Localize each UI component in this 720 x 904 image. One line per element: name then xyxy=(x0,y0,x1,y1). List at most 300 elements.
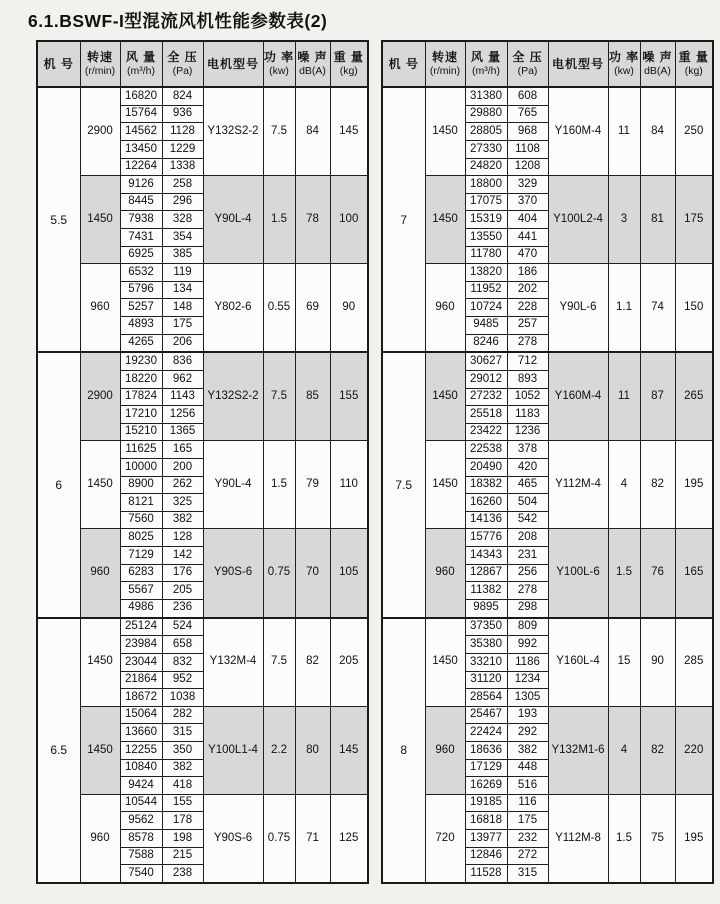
weight-cell: 285 xyxy=(675,618,713,707)
pressure-value-cell: 329 xyxy=(507,176,548,194)
pressure-value-cell: 178 xyxy=(162,812,203,830)
machine-no-cell: 8 xyxy=(382,618,425,883)
flow-value-cell: 4265 xyxy=(120,334,162,352)
speed-cell: 960 xyxy=(80,529,120,618)
col-header-label: 噪 声 xyxy=(297,50,328,65)
power-cell: 1.5 xyxy=(263,176,295,264)
motor-model-cell: Y112M-8 xyxy=(548,794,608,883)
flow-value-cell: 16818 xyxy=(465,812,507,830)
flow-value-cell: 29880 xyxy=(465,105,507,123)
noise-cell: 84 xyxy=(640,87,675,176)
fan-performance-table-right xyxy=(381,40,714,884)
pressure-value-cell: 148 xyxy=(162,299,203,317)
pressure-value-cell: 155 xyxy=(162,794,203,812)
flow-value-cell: 23984 xyxy=(120,636,162,654)
speed-cell: 720 xyxy=(425,794,465,883)
flow-value-cell: 16260 xyxy=(465,494,507,512)
col-header-flow xyxy=(465,41,507,87)
table-row xyxy=(382,264,713,282)
flow-value-cell: 9895 xyxy=(465,599,507,617)
pressure-value-cell: 420 xyxy=(507,459,548,477)
power-cell: 1.1 xyxy=(608,264,640,353)
flow-value-cell: 12264 xyxy=(120,158,162,176)
weight-cell: 220 xyxy=(675,706,713,794)
pressure-value-cell: 1338 xyxy=(162,158,203,176)
table-row xyxy=(382,618,713,636)
pressure-value-cell: 382 xyxy=(162,759,203,777)
pressure-value-cell: 836 xyxy=(162,352,203,370)
flow-value-cell: 19185 xyxy=(465,794,507,812)
flow-value-cell: 37350 xyxy=(465,618,507,636)
noise-cell: 82 xyxy=(640,441,675,529)
flow-value-cell: 17075 xyxy=(465,193,507,211)
flow-value-cell: 5567 xyxy=(120,582,162,600)
speed-cell: 960 xyxy=(80,794,120,883)
pressure-value-cell: 186 xyxy=(507,264,548,282)
power-cell: 1.5 xyxy=(608,794,640,883)
noise-cell: 71 xyxy=(295,794,330,883)
flow-value-cell: 12255 xyxy=(120,741,162,759)
flow-value-cell: 8445 xyxy=(120,193,162,211)
pressure-value-cell: 119 xyxy=(162,264,203,282)
weight-cell: 90 xyxy=(330,264,368,353)
pressure-value-cell: 231 xyxy=(507,547,548,565)
col-header-unit: (Pa) xyxy=(172,65,193,78)
pressure-value-cell: 370 xyxy=(507,193,548,211)
col-header-unit: dB(A) xyxy=(644,65,671,78)
weight-cell: 110 xyxy=(330,441,368,529)
table-row xyxy=(37,618,368,636)
speed-cell: 1450 xyxy=(425,618,465,707)
col-header-unit: (kg) xyxy=(684,65,703,78)
flow-value-cell: 15764 xyxy=(120,105,162,123)
flow-value-cell: 18636 xyxy=(465,741,507,759)
weight-cell: 195 xyxy=(675,794,713,883)
table-row xyxy=(37,441,368,459)
flow-value-cell: 25518 xyxy=(465,406,507,424)
pressure-value-cell: 441 xyxy=(507,228,548,246)
pressure-value-cell: 516 xyxy=(507,777,548,795)
weight-cell: 100 xyxy=(330,176,368,264)
noise-cell: 84 xyxy=(295,87,330,176)
flow-value-cell: 12867 xyxy=(465,564,507,582)
flow-value-cell: 11952 xyxy=(465,281,507,299)
pressure-value-cell: 1186 xyxy=(507,654,548,672)
col-header-label: 机 号 xyxy=(43,56,74,71)
pressure-value-cell: 448 xyxy=(507,759,548,777)
flow-value-cell: 5796 xyxy=(120,281,162,299)
power-cell: 11 xyxy=(608,87,640,176)
pressure-value-cell: 608 xyxy=(507,87,548,105)
flow-value-cell: 27232 xyxy=(465,388,507,406)
power-cell: 0.75 xyxy=(263,794,295,883)
pressure-value-cell: 256 xyxy=(507,564,548,582)
pressure-value-cell: 128 xyxy=(162,529,203,547)
power-cell: 2.2 xyxy=(263,706,295,794)
pressure-value-cell: 936 xyxy=(162,105,203,123)
pressure-value-cell: 1183 xyxy=(507,406,548,424)
speed-cell: 960 xyxy=(425,264,465,353)
pressure-value-cell: 470 xyxy=(507,246,548,264)
speed-cell: 1450 xyxy=(425,441,465,529)
pressure-value-cell: 962 xyxy=(162,371,203,389)
pressure-value-cell: 282 xyxy=(162,706,203,724)
weight-cell: 145 xyxy=(330,87,368,176)
pressure-value-cell: 832 xyxy=(162,654,203,672)
speed-cell: 1450 xyxy=(80,618,120,707)
col-header-unit: (m³/h) xyxy=(127,65,155,78)
speed-cell: 1450 xyxy=(80,706,120,794)
pressure-value-cell: 116 xyxy=(507,794,548,812)
machine-no-cell: 5.5 xyxy=(37,87,80,352)
flow-value-cell: 10840 xyxy=(120,759,162,777)
col-header-power xyxy=(263,41,295,87)
pressure-value-cell: 1305 xyxy=(507,689,548,707)
pressure-value-cell: 258 xyxy=(162,176,203,194)
flow-value-cell: 13450 xyxy=(120,140,162,158)
flow-value-cell: 9562 xyxy=(120,812,162,830)
col-header-weight xyxy=(675,41,713,87)
motor-model-cell: Y90L-4 xyxy=(203,176,263,264)
flow-value-cell: 13977 xyxy=(465,829,507,847)
motor-model-cell: Y90L-6 xyxy=(548,264,608,353)
pressure-value-cell: 504 xyxy=(507,494,548,512)
weight-cell: 265 xyxy=(675,352,713,441)
pressure-value-cell: 175 xyxy=(162,316,203,334)
pressure-value-cell: 206 xyxy=(162,334,203,352)
col-header-machine-no xyxy=(382,41,425,87)
col-header-motor-model xyxy=(203,41,263,87)
col-header-label: 风 量 xyxy=(470,50,502,65)
flow-value-cell: 6925 xyxy=(120,246,162,264)
col-header-noise xyxy=(295,41,330,87)
col-header-label: 功 率 xyxy=(608,50,640,65)
pressure-value-cell: 542 xyxy=(507,511,548,529)
flow-value-cell: 27330 xyxy=(465,140,507,158)
pressure-value-cell: 205 xyxy=(162,582,203,600)
motor-model-cell: Y132M1-6 xyxy=(548,706,608,794)
pressure-value-cell: 1365 xyxy=(162,423,203,441)
pressure-value-cell: 824 xyxy=(162,87,203,105)
pressure-value-cell: 228 xyxy=(507,299,548,317)
pressure-value-cell: 658 xyxy=(162,636,203,654)
pressure-value-cell: 952 xyxy=(162,671,203,689)
flow-value-cell: 11780 xyxy=(465,246,507,264)
power-cell: 7.5 xyxy=(263,87,295,176)
speed-cell: 960 xyxy=(80,264,120,353)
power-cell: 4 xyxy=(608,441,640,529)
tables-container xyxy=(0,40,720,884)
pressure-value-cell: 712 xyxy=(507,352,548,370)
speed-cell: 960 xyxy=(425,529,465,618)
pressure-value-cell: 354 xyxy=(162,228,203,246)
pressure-value-cell: 968 xyxy=(507,123,548,141)
motor-model-cell: Y132S2-2 xyxy=(203,352,263,441)
flow-value-cell: 8246 xyxy=(465,334,507,352)
motor-model-cell: Y100L2-4 xyxy=(548,176,608,264)
page xyxy=(0,8,720,884)
speed-cell: 2900 xyxy=(80,352,120,441)
flow-value-cell: 13820 xyxy=(465,264,507,282)
pressure-value-cell: 382 xyxy=(162,511,203,529)
col-header-pressure xyxy=(162,41,203,87)
flow-value-cell: 12846 xyxy=(465,847,507,865)
col-header-unit: (m³/h) xyxy=(472,65,500,78)
flow-value-cell: 15064 xyxy=(120,706,162,724)
pressure-value-cell: 200 xyxy=(162,459,203,477)
motor-model-cell: Y90L-4 xyxy=(203,441,263,529)
weight-cell: 175 xyxy=(675,176,713,264)
flow-value-cell: 7560 xyxy=(120,511,162,529)
flow-value-cell: 30627 xyxy=(465,352,507,370)
flow-value-cell: 14562 xyxy=(120,123,162,141)
fan-performance-table-left xyxy=(36,40,369,884)
pressure-value-cell: 418 xyxy=(162,777,203,795)
col-header-label: 重 量 xyxy=(333,50,364,65)
col-header-weight xyxy=(330,41,368,87)
col-header-speed xyxy=(425,41,465,87)
weight-cell: 195 xyxy=(675,441,713,529)
col-header-power xyxy=(608,41,640,87)
flow-value-cell: 17824 xyxy=(120,388,162,406)
table-row xyxy=(382,529,713,547)
motor-model-cell: Y160M-4 xyxy=(548,87,608,176)
col-header-label: 转速 xyxy=(86,50,113,65)
pressure-value-cell: 1052 xyxy=(507,388,548,406)
motor-model-cell: Y112M-4 xyxy=(548,441,608,529)
pressure-value-cell: 165 xyxy=(162,441,203,459)
col-header-pressure xyxy=(507,41,548,87)
col-header-label: 转速 xyxy=(431,50,458,65)
motor-model-cell: Y90S-6 xyxy=(203,529,263,618)
motor-model-cell: Y160L-4 xyxy=(548,618,608,707)
power-cell: 4 xyxy=(608,706,640,794)
pressure-value-cell: 1229 xyxy=(162,140,203,158)
weight-cell: 205 xyxy=(330,618,368,707)
weight-cell: 165 xyxy=(675,529,713,618)
flow-value-cell: 9485 xyxy=(465,316,507,334)
power-cell: 0.55 xyxy=(263,264,295,353)
pressure-value-cell: 236 xyxy=(162,599,203,617)
flow-value-cell: 21864 xyxy=(120,671,162,689)
pressure-value-cell: 315 xyxy=(507,865,548,883)
speed-cell: 1450 xyxy=(425,176,465,264)
flow-value-cell: 8900 xyxy=(120,476,162,494)
flow-value-cell: 25467 xyxy=(465,706,507,724)
col-header-label: 功 率 xyxy=(263,50,295,65)
flow-value-cell: 7938 xyxy=(120,211,162,229)
machine-no-cell: 6 xyxy=(37,352,80,617)
noise-cell: 80 xyxy=(295,706,330,794)
flow-value-cell: 14136 xyxy=(465,511,507,529)
flow-value-cell: 28564 xyxy=(465,689,507,707)
pressure-value-cell: 524 xyxy=(162,618,203,636)
flow-value-cell: 10724 xyxy=(465,299,507,317)
motor-model-cell: Y802-6 xyxy=(203,264,263,353)
motor-model-cell: Y100L1-4 xyxy=(203,706,263,794)
col-header-unit: (r/min) xyxy=(429,65,461,78)
pressure-value-cell: 142 xyxy=(162,547,203,565)
flow-value-cell: 18382 xyxy=(465,476,507,494)
col-header-unit: (Pa) xyxy=(517,65,538,78)
noise-cell: 81 xyxy=(640,176,675,264)
speed-cell: 1450 xyxy=(80,441,120,529)
col-header-label: 全 压 xyxy=(512,50,543,65)
power-cell: 15 xyxy=(608,618,640,707)
flow-value-cell: 14343 xyxy=(465,547,507,565)
pressure-value-cell: 992 xyxy=(507,636,548,654)
flow-value-cell: 24820 xyxy=(465,158,507,176)
flow-value-cell: 23044 xyxy=(120,654,162,672)
flow-value-cell: 7431 xyxy=(120,228,162,246)
table-row xyxy=(382,706,713,724)
power-cell: 7.5 xyxy=(263,352,295,441)
flow-value-cell: 15776 xyxy=(465,529,507,547)
pressure-value-cell: 232 xyxy=(507,829,548,847)
flow-value-cell: 16269 xyxy=(465,777,507,795)
pressure-value-cell: 175 xyxy=(507,812,548,830)
pressure-value-cell: 1143 xyxy=(162,388,203,406)
col-header-label: 机 号 xyxy=(388,56,419,71)
col-header-label: 风 量 xyxy=(125,50,157,65)
weight-cell: 125 xyxy=(330,794,368,883)
pressure-value-cell: 1234 xyxy=(507,671,548,689)
speed-cell: 1450 xyxy=(80,176,120,264)
power-cell: 3 xyxy=(608,176,640,264)
flow-value-cell: 15319 xyxy=(465,211,507,229)
pressure-value-cell: 315 xyxy=(162,724,203,742)
speed-cell: 960 xyxy=(425,706,465,794)
col-header-unit: (kw) xyxy=(614,65,634,78)
pressure-value-cell: 134 xyxy=(162,281,203,299)
flow-value-cell: 9126 xyxy=(120,176,162,194)
flow-value-cell: 7588 xyxy=(120,847,162,865)
flow-value-cell: 22424 xyxy=(465,724,507,742)
noise-cell: 74 xyxy=(640,264,675,353)
pressure-value-cell: 278 xyxy=(507,582,548,600)
machine-no-cell: 7 xyxy=(382,87,425,352)
col-header-label: 噪 声 xyxy=(642,50,673,65)
motor-model-cell: Y90S-6 xyxy=(203,794,263,883)
pressure-value-cell: 272 xyxy=(507,847,548,865)
page-title: 6.1.BSWF-I型混流风机性能参数表(2) xyxy=(28,11,328,31)
noise-cell: 79 xyxy=(295,441,330,529)
col-header-unit: (kg) xyxy=(339,65,358,78)
table-row xyxy=(382,794,713,812)
col-header-motor-model xyxy=(548,41,608,87)
flow-value-cell: 7129 xyxy=(120,547,162,565)
pressure-value-cell: 278 xyxy=(507,334,548,352)
pressure-value-cell: 193 xyxy=(507,706,548,724)
noise-cell: 82 xyxy=(640,706,675,794)
pressure-value-cell: 1256 xyxy=(162,406,203,424)
table-row xyxy=(382,176,713,194)
flow-value-cell: 8578 xyxy=(120,829,162,847)
flow-value-cell: 20490 xyxy=(465,459,507,477)
pressure-value-cell: 176 xyxy=(162,564,203,582)
power-cell: 11 xyxy=(608,352,640,441)
motor-model-cell: Y132M-4 xyxy=(203,618,263,707)
flow-value-cell: 9424 xyxy=(120,777,162,795)
flow-value-cell: 18800 xyxy=(465,176,507,194)
flow-value-cell: 10000 xyxy=(120,459,162,477)
power-cell: 7.5 xyxy=(263,618,295,707)
col-header-noise xyxy=(640,41,675,87)
flow-value-cell: 8025 xyxy=(120,529,162,547)
power-cell: 1.5 xyxy=(263,441,295,529)
weight-cell: 250 xyxy=(675,87,713,176)
weight-cell: 105 xyxy=(330,529,368,618)
noise-cell: 76 xyxy=(640,529,675,618)
flow-value-cell: 31120 xyxy=(465,671,507,689)
speed-cell: 2900 xyxy=(80,87,120,176)
table-row xyxy=(37,176,368,194)
flow-value-cell: 16820 xyxy=(120,87,162,105)
pressure-value-cell: 1108 xyxy=(507,140,548,158)
motor-model-cell: Y100L-6 xyxy=(548,529,608,618)
flow-value-cell: 11528 xyxy=(465,865,507,883)
pressure-value-cell: 325 xyxy=(162,494,203,512)
flow-value-cell: 23422 xyxy=(465,423,507,441)
pressure-value-cell: 809 xyxy=(507,618,548,636)
col-header-unit: dB(A) xyxy=(299,65,326,78)
noise-cell: 69 xyxy=(295,264,330,353)
col-header-label: 电机型号 xyxy=(206,56,259,71)
flow-value-cell: 7540 xyxy=(120,865,162,883)
machine-no-cell: 6.5 xyxy=(37,618,80,883)
noise-cell: 75 xyxy=(640,794,675,883)
machine-no-cell: 7.5 xyxy=(382,352,425,617)
col-header-flow xyxy=(120,41,162,87)
flow-value-cell: 4986 xyxy=(120,599,162,617)
table-row xyxy=(37,352,368,370)
flow-value-cell: 17210 xyxy=(120,406,162,424)
flow-value-cell: 35380 xyxy=(465,636,507,654)
noise-cell: 85 xyxy=(295,352,330,441)
table-row xyxy=(37,264,368,282)
col-header-unit: (r/min) xyxy=(84,65,116,78)
pressure-value-cell: 238 xyxy=(162,865,203,883)
pressure-value-cell: 1236 xyxy=(507,423,548,441)
pressure-value-cell: 208 xyxy=(507,529,548,547)
table-row xyxy=(382,441,713,459)
table-row xyxy=(37,529,368,547)
table-row xyxy=(37,87,368,105)
motor-model-cell: Y132S2-2 xyxy=(203,87,263,176)
weight-cell: 155 xyxy=(330,352,368,441)
flow-value-cell: 5257 xyxy=(120,299,162,317)
noise-cell: 78 xyxy=(295,176,330,264)
pressure-value-cell: 1038 xyxy=(162,689,203,707)
flow-value-cell: 29012 xyxy=(465,371,507,389)
flow-value-cell: 18672 xyxy=(120,689,162,707)
pressure-value-cell: 215 xyxy=(162,847,203,865)
col-header-label: 全 压 xyxy=(167,50,198,65)
flow-value-cell: 31380 xyxy=(465,87,507,105)
flow-value-cell: 18220 xyxy=(120,371,162,389)
pressure-value-cell: 378 xyxy=(507,441,548,459)
flow-value-cell: 10544 xyxy=(120,794,162,812)
weight-cell: 145 xyxy=(330,706,368,794)
pressure-value-cell: 350 xyxy=(162,741,203,759)
pressure-value-cell: 198 xyxy=(162,829,203,847)
power-cell: 1.5 xyxy=(608,529,640,618)
table-row xyxy=(37,706,368,724)
table-row xyxy=(382,87,713,105)
pressure-value-cell: 292 xyxy=(507,724,548,742)
table-row xyxy=(37,794,368,812)
pressure-value-cell: 257 xyxy=(507,316,548,334)
